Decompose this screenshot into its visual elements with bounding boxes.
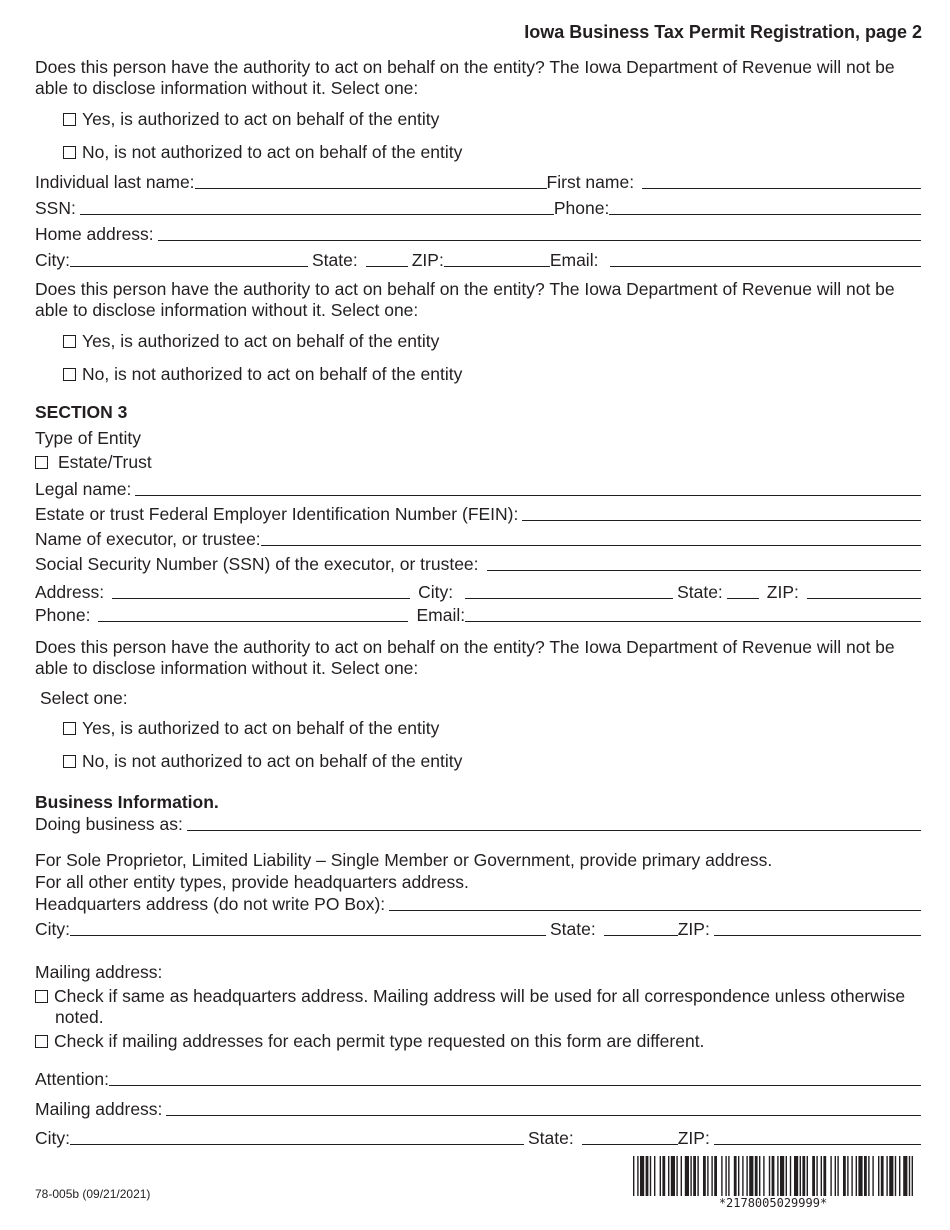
state-label: State: — [528, 1128, 574, 1148]
page-title: Iowa Business Tax Permit Registration, page 2 — [524, 22, 922, 42]
attention-field[interactable] — [109, 1068, 921, 1086]
checkbox-icon[interactable] — [63, 722, 76, 735]
ssn-label: SSN: — [35, 198, 76, 218]
mailing-city-state-zip-row — [35, 1126, 921, 1148]
checkbox-icon[interactable] — [35, 990, 48, 1003]
address-field[interactable] — [112, 581, 410, 599]
legal-name-label: Legal name: — [35, 479, 132, 499]
authority-question: Does this person have the authority to act on behalf on the entity? The Iowa Department of Revenue will not be able to disclose information without it. Select one: — [35, 57, 895, 98]
home-address-row — [35, 222, 921, 244]
mailing-address-label: Mailing address: — [35, 1099, 163, 1119]
zip-label: ZIP: — [677, 1128, 710, 1148]
checkbox-icon[interactable] — [35, 456, 48, 469]
zip-label: ZIP: — [677, 919, 710, 939]
ssn-field[interactable] — [80, 197, 554, 215]
email-field[interactable] — [465, 604, 921, 622]
legal-name-field[interactable] — [135, 478, 921, 496]
authority-question-3: Does this person have the authority to act on behalf on the entity? The Iowa Department of Revenue will not be able to disclose information without it. Select one: — [35, 637, 895, 678]
state-label: State: — [677, 582, 723, 602]
mailing-address-heading: Mailing address: — [35, 962, 163, 982]
executor-name-field[interactable] — [261, 528, 921, 546]
different-mailing-option[interactable] — [35, 1031, 704, 1052]
no-authorized-option-2[interactable] — [63, 364, 462, 385]
mailing-address-field[interactable] — [166, 1098, 921, 1116]
first-name-label: First name: — [546, 172, 635, 192]
home-address-label: Home address: — [35, 224, 154, 244]
executor-ssn-field[interactable] — [487, 553, 921, 571]
option-label: Estate/Trust — [58, 452, 152, 472]
state-field[interactable] — [366, 249, 408, 267]
name-row — [35, 170, 921, 192]
last-name-label: Individual last name: — [35, 172, 195, 192]
hq-address-label: Headquarters address (do not write PO Box): — [35, 894, 386, 914]
checkbox-icon[interactable] — [63, 335, 76, 348]
legal-name-row — [35, 477, 921, 499]
home-address-field[interactable] — [158, 223, 921, 241]
zip-field[interactable] — [714, 918, 921, 936]
zip-field[interactable] — [807, 581, 921, 599]
email-label: Email: — [416, 605, 466, 625]
executor-ssn-label: Social Security Number (SSN) of the executor, or trustee: — [35, 554, 479, 574]
fein-field[interactable] — [522, 503, 921, 521]
yes-authorized-option-3[interactable] — [63, 718, 439, 739]
option-label: Yes, is authorized to act on behalf of the entity — [82, 718, 440, 738]
option-label: Yes, is authorized to act on behalf of the entity — [82, 331, 440, 351]
fein-row — [35, 502, 921, 524]
mailing-address-row — [35, 1097, 921, 1119]
checkbox-icon[interactable] — [63, 755, 76, 768]
entity-address-row — [35, 580, 921, 602]
address-instruction-2: For all other entity types, provide headquarters address. — [35, 872, 469, 892]
option-label: Yes, is authorized to act on behalf of the entity — [82, 109, 440, 129]
ssn-phone-row — [35, 196, 921, 218]
checkbox-icon[interactable] — [63, 113, 76, 126]
fein-label: Estate or trust Federal Employer Identification Number (FEIN): — [35, 504, 519, 524]
form-id: 78-005b (09/21/2021) — [35, 1187, 151, 1201]
option-label: No, is not authorized to act on behalf of the entity — [82, 142, 463, 162]
business-info-heading: Business Information. — [35, 792, 219, 812]
yes-authorized-option-1[interactable] — [63, 109, 439, 130]
section-3-heading: SECTION 3 — [35, 402, 128, 422]
zip-label: ZIP: — [766, 582, 799, 602]
state-label: State: — [550, 919, 596, 939]
barcode-number: *2178005029999* — [718, 1196, 828, 1210]
city-label: City: — [418, 582, 454, 602]
zip-label: ZIP: — [411, 250, 444, 270]
city-label: City: — [35, 919, 70, 939]
hq-address-row — [35, 892, 921, 914]
checkbox-icon[interactable] — [63, 146, 76, 159]
option-label: No, is not authorized to act on behalf of the entity — [82, 751, 463, 771]
phone-field[interactable] — [98, 604, 408, 622]
state-field[interactable] — [604, 918, 678, 936]
state-field[interactable] — [727, 581, 759, 599]
hq-city-state-zip-row — [35, 917, 921, 939]
no-authorized-option-1[interactable] — [63, 142, 462, 163]
type-of-entity-label: Type of Entity — [35, 428, 142, 448]
checkbox-icon[interactable] — [63, 368, 76, 381]
authority-question-2: Does this person have the authority to act on behalf on the entity? The Iowa Department of Revenue will not be able to disclose information without it. Select one: — [35, 279, 895, 320]
email-field[interactable] — [610, 249, 921, 267]
checkbox-icon[interactable] — [35, 1035, 48, 1048]
city-field[interactable] — [70, 1127, 524, 1145]
executor-name-label: Name of executor, or trustee: — [35, 529, 261, 549]
city-label: City: — [35, 250, 70, 270]
executor-ssn-row — [35, 552, 921, 574]
estate-trust-option[interactable] — [35, 452, 152, 473]
email-label: Email: — [549, 250, 599, 270]
city-field[interactable] — [70, 918, 546, 936]
state-label: State: — [312, 250, 358, 270]
last-name-field[interactable] — [195, 171, 547, 189]
yes-authorized-option-2[interactable] — [63, 331, 439, 352]
entity-phone-email-row — [35, 603, 921, 625]
address-label: Address: — [35, 582, 105, 602]
executor-name-row — [35, 527, 921, 549]
no-authorized-option-3[interactable] — [63, 751, 462, 772]
first-name-field[interactable] — [642, 171, 921, 189]
city-state-zip-email-row — [35, 248, 921, 270]
city-field[interactable] — [70, 249, 308, 267]
city-field[interactable] — [465, 581, 673, 599]
select-one-label: Select one: — [40, 688, 128, 708]
phone-label: Phone: — [553, 198, 610, 218]
option-label: Check if same as headquarters address. Mailing address will be used for all correspondence unless otherwise noted. — [54, 986, 906, 1027]
attention-label: Attention: — [35, 1069, 109, 1089]
dba-row — [35, 812, 921, 834]
phone-label: Phone: — [35, 605, 91, 625]
address-instruction-1: For Sole Proprietor, Limited Liability – Single Member or Government, provide primary address. — [35, 850, 773, 870]
barcode-image — [633, 1156, 913, 1196]
dba-label: Doing business as: — [35, 814, 183, 834]
hq-address-field[interactable] — [389, 893, 921, 911]
dba-field[interactable] — [187, 813, 921, 831]
option-label: Check if mailing addresses for each permit type requested on this form are different. — [54, 1031, 705, 1051]
phone-field[interactable] — [609, 197, 921, 215]
same-as-hq-option[interactable] — [35, 986, 915, 1028]
zip-field[interactable] — [714, 1127, 921, 1145]
zip-field[interactable] — [444, 249, 550, 267]
city-label: City: — [35, 1128, 70, 1148]
attention-row — [35, 1067, 921, 1089]
state-field[interactable] — [582, 1127, 678, 1145]
option-label: No, is not authorized to act on behalf of the entity — [82, 364, 463, 384]
